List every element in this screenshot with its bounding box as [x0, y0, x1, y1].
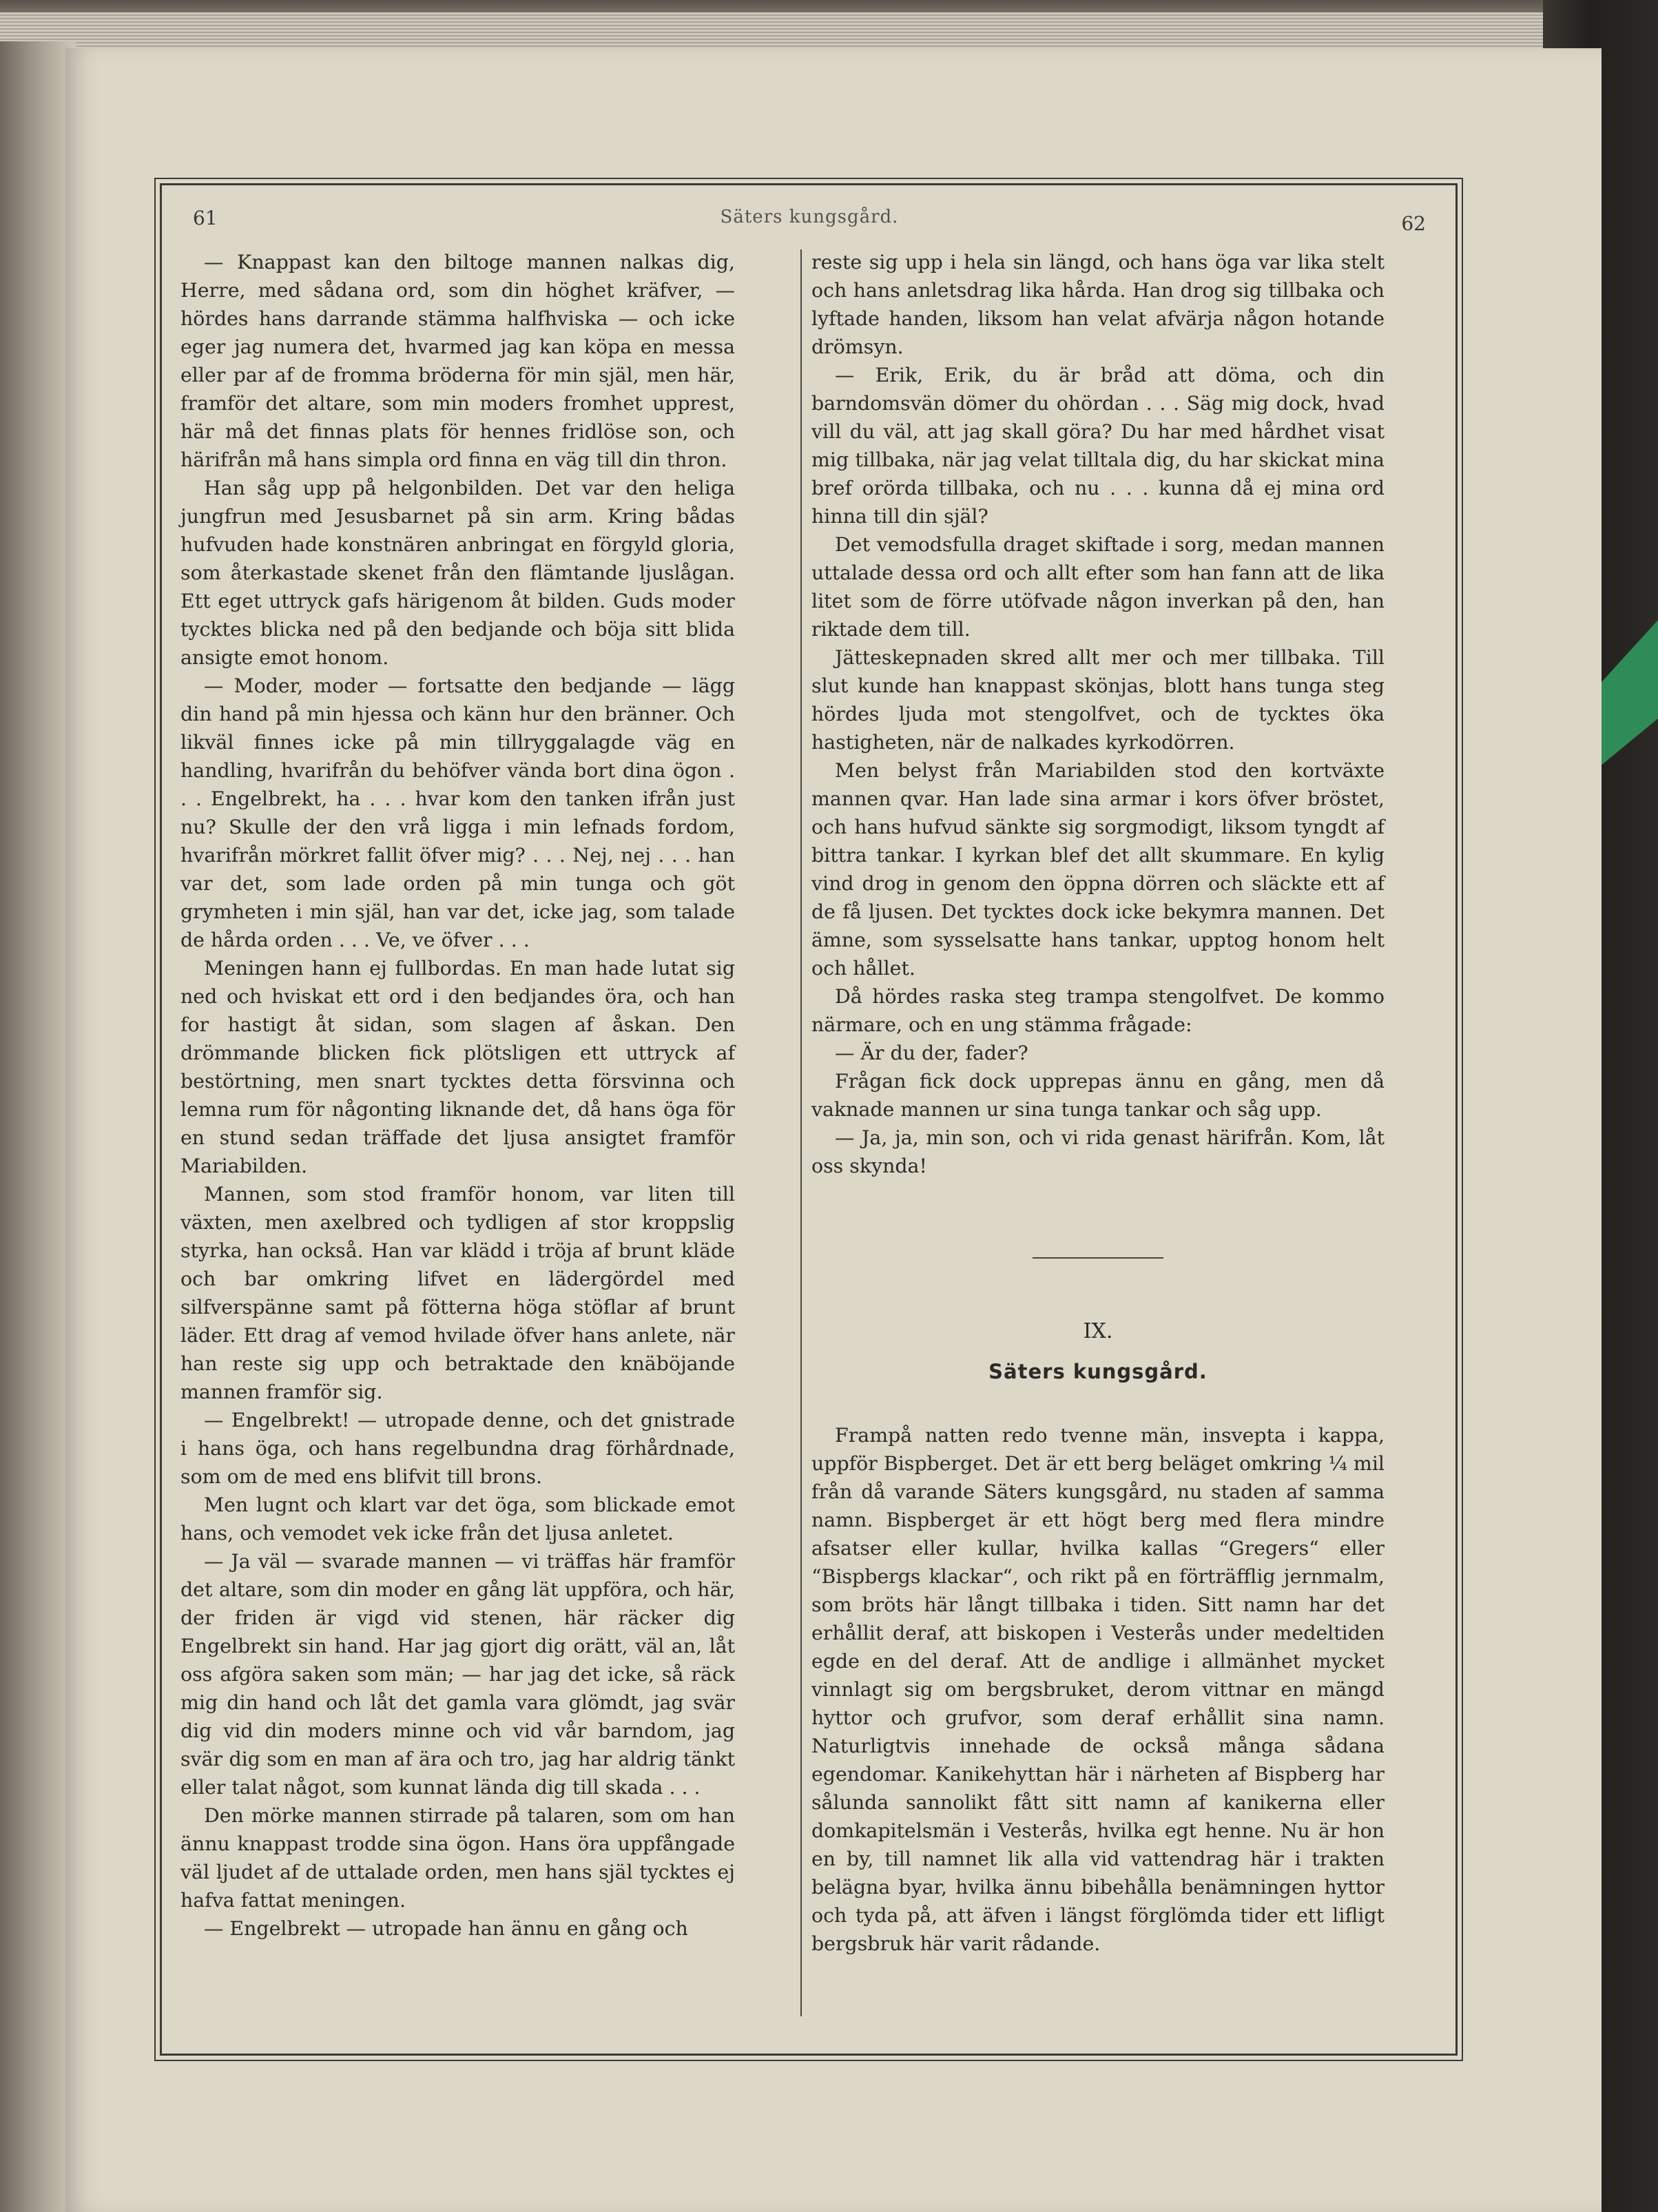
- paragraph: reste sig upp i hela sin längd, och hans öga var lika stelt och hans anletsdrag lika hårda. Han drog sig tillbaka och lyftade handen, liksom han velat afvärja någon hotande drömsyn.: [811, 251, 1385, 358]
- paragraph: Frågan fick dock upprepas ännu en gång, men då vaknade mannen ur sina tunga tankar och såg upp.: [811, 1070, 1385, 1121]
- column-divider: [800, 249, 802, 2016]
- running-head-title: Säters kungsgård.: [720, 207, 899, 227]
- paragraph: Frampå natten redo tvenne män, insvepta i kappa, uppför Bispberget. Det är ett berg beläget omkring ¼ mil från då varande Säters kungsgård, nu staden af samma namn. Bispberget är ett högt berg med flera mindre afsatser eller kullar, hvilka kallas “Gregers“ eller “Bispbergs klackar“, och rikt på en förträfflig jernmalm, som bröts här långt tillbaka i tiden. Sitt namn har det erhållit deraf, att biskopen i Vesterås under medeltiden egde en del deraf. Att de andlige i allmänhet mycket vinnlagt sig om bergsbruket, derom vittnar en mängd hyttor och grufvor, som deraf erhållit sina namn. Naturligtvis innehade de också många sådana egendomar. Kanikehyttan här i närheten af Bispberg har sålunda sannolikt fått sitt namn af kanikerna eller domkapitelsmän i Vesterås, hvilka egt henne. Nu är hon en by, till namnet lik alla vid vattendrag här i trakten belägna byar, hvilka ännu bibehålla benämningen hyttor och tyda på, att äfven i längst förglömda tider ett lifligt bergsbruk här varit rådande.: [811, 1424, 1385, 1955]
- paragraph: Då hördes raska steg trampa stengolfvet. De kommo närmare, och en ung stämma frågade:: [811, 985, 1385, 1036]
- paragraph: — Ja väl — svarade mannen — vi träffas här framför det altare, som din moder en gång lät uppföra, och här, der friden är vigd vid stenen, här räcker dig Engelbrekt sin hand. Har jag gjort dig orätt, väl an, låt oss afgöra saken som män; — har jag det icke, så räck mig din hand och låt det gamla vara glömdt, jag svär dig vid din moders minne och vid vår barndom, jag svär dig som en man af ära och tro, jag har aldrig tänkt eller talat något, som kunnat lända dig till skada . . .: [180, 1550, 735, 1799]
- paragraph: — Är du der, fader?: [835, 1042, 1028, 1064]
- paragraph: Meningen hann ej fullbordas. En man hade lutat sig ned och hviskat ett ord i den bedjandes öra, och han for hastigt åt sidan, som slagen af åskan. Den drömmande blicken fick plötsligen ett uttryck af bestörtning, men snart tycktes detta försvinna och lemna rum för någonting liknande det, då hans öga för en stund sedan träffade det ljusa ansigtet framför Mariabilden.: [180, 957, 735, 1177]
- paragraph: Men belyst från Mariabilden stod den kortväxte mannen qvar. Han lade sina armar i kors öfver bröstet, och hans hufvud sänkte sig sorgmodigt, liksom tyngdt af bittra tankar. I kyrkan blef det allt skummare. En kylig vind drog in genom den öppna dörren och släckte ett af de få ljusen. Det tycktes dock icke bekymra mannen. Det ämne, som sysselsatte hans tankar, upptog honom helt och hållet.: [811, 759, 1385, 980]
- right-text-column: [811, 248, 1385, 1958]
- left-page-edge: [0, 41, 76, 2212]
- paragraph: Den mörke mannen stirrade på talaren, som om han ännu knappast trodde sina ögon. Hans öra uppfångade väl ljudet af de uttalade orden, men hans själ tycktes ej hafva fattat meningen.: [180, 1804, 735, 1912]
- chapter-title: Säters kungsgård.: [988, 1360, 1208, 1383]
- paragraph: Jätteskepnaden skred allt mer och mer tillbaka. Till slut kunde han knappast skönjas, blott hans tunga steg hördes ljuda mot stengolfvet, och de tycktes öka hastigheten, när de nalkades kyrkodörren.: [811, 646, 1385, 754]
- section-separator-rule: [1033, 1257, 1163, 1259]
- page-number-right: 62: [1401, 212, 1426, 235]
- paragraph: — Knappast kan den biltoge mannen nalkas dig, Herre, med sådana ord, som din höghet kräfver, — hördes hans darrande stämma halfhviska — och icke eger jag numera det, hvarmed jag kan köpa en messa eller par af de fromma bröderna för min själ, men här, framför det altare, som min moders fromhet upprest, här må det finnas plats för hennes fridlöse son, och härifrån må hans simpla ord finna en väg till din thron.: [180, 251, 735, 471]
- paragraph: Men lugnt och klart var det öga, som blickade emot hans, och vemodet vek icke från det ljusa anletet.: [180, 1493, 735, 1544]
- paragraph: — Erik, Erik, du är bråd att döma, och din barndomsvän dömer du ohördan . . . Säg mig dock, hvad vill du väl, att jag skall göra? Du har med hårdhet visat mig tillbaka, när jag velat tilltala dig, du har skickat mina bref orörda tillbaka, och nu . . . kunna då ej mina ord hinna till din själ?: [811, 364, 1385, 528]
- left-text-column: [180, 248, 735, 1943]
- page-stack-edges: [0, 12, 1550, 52]
- paragraph: — Moder, moder — fortsatte den bedjande — lägg din hand på min hjessa och känn hur den bränner. Och likväl finnes icke på min tillryggalagde väg en handling, hvarifrån du behöfver vända bort dina ögon . . . Engelbrekt, ha . . . hvar kom den tanken ifrån just nu? Skulle der den vrå ligga i min lefnads fordom, hvarifrån mörkret fallit öfver mig? . . . Nej, nej . . . han var det, som lade orden på min tunga och göt grymheten i min själ, han var det, icke jag, som talade de hårda orden . . . Ve, ve öfver . . .: [180, 674, 735, 951]
- paragraph: — Engelbrekt! — utropade denne, och det gnistrade i hans öga, och hans regelbundna drag förhårdnade, som om de med ens blifvit till brons.: [180, 1409, 735, 1488]
- paragraph: — Ja, ja, min son, och vi rida genast härifrån. Kom, låt oss skynda!: [811, 1126, 1385, 1177]
- chapter-number: IX.: [1083, 1319, 1113, 1343]
- paragraph: Mannen, som stod framför honom, var liten till växten, men axelbred och tydligen af stor kroppslig styrka, han också. Han var klädd i tröja af brunt kläde och bar omkring lifvet en lädergördel med silfverspänne samt på fötterna höga stöflar af brunt läder. Ett drag af vemod hvilade öfver hans anlete, när han reste sig upp och betraktade den knäböjande mannen framför sig.: [180, 1183, 735, 1403]
- paragraph: Han såg upp på helgonbilden. Det var den heliga jungfrun med Jesusbarnet på sin arm. Kring bådas hufvuden hade konstnären anbringat en förgyld gloria, som återkastade skenet från den flämtande ljuslågan. Ett eget uttryck gafs härigenom åt bilden. Guds moder tycktes blicka ned på den bedjande och böja sitt blida ansigte emot honom.: [180, 477, 735, 669]
- paragraph: Det vemodsfulla draget skiftade i sorg, medan mannen uttalade dessa ord och allt efter som han fann att de lika litet som de förre utöfvade någon inverkan på den, han riktade dem till.: [811, 533, 1385, 641]
- running-head: [193, 207, 1426, 248]
- paragraph: — Engelbrekt — utropade han ännu en gång och: [204, 1917, 688, 1940]
- page-number-left: 61: [193, 207, 218, 229]
